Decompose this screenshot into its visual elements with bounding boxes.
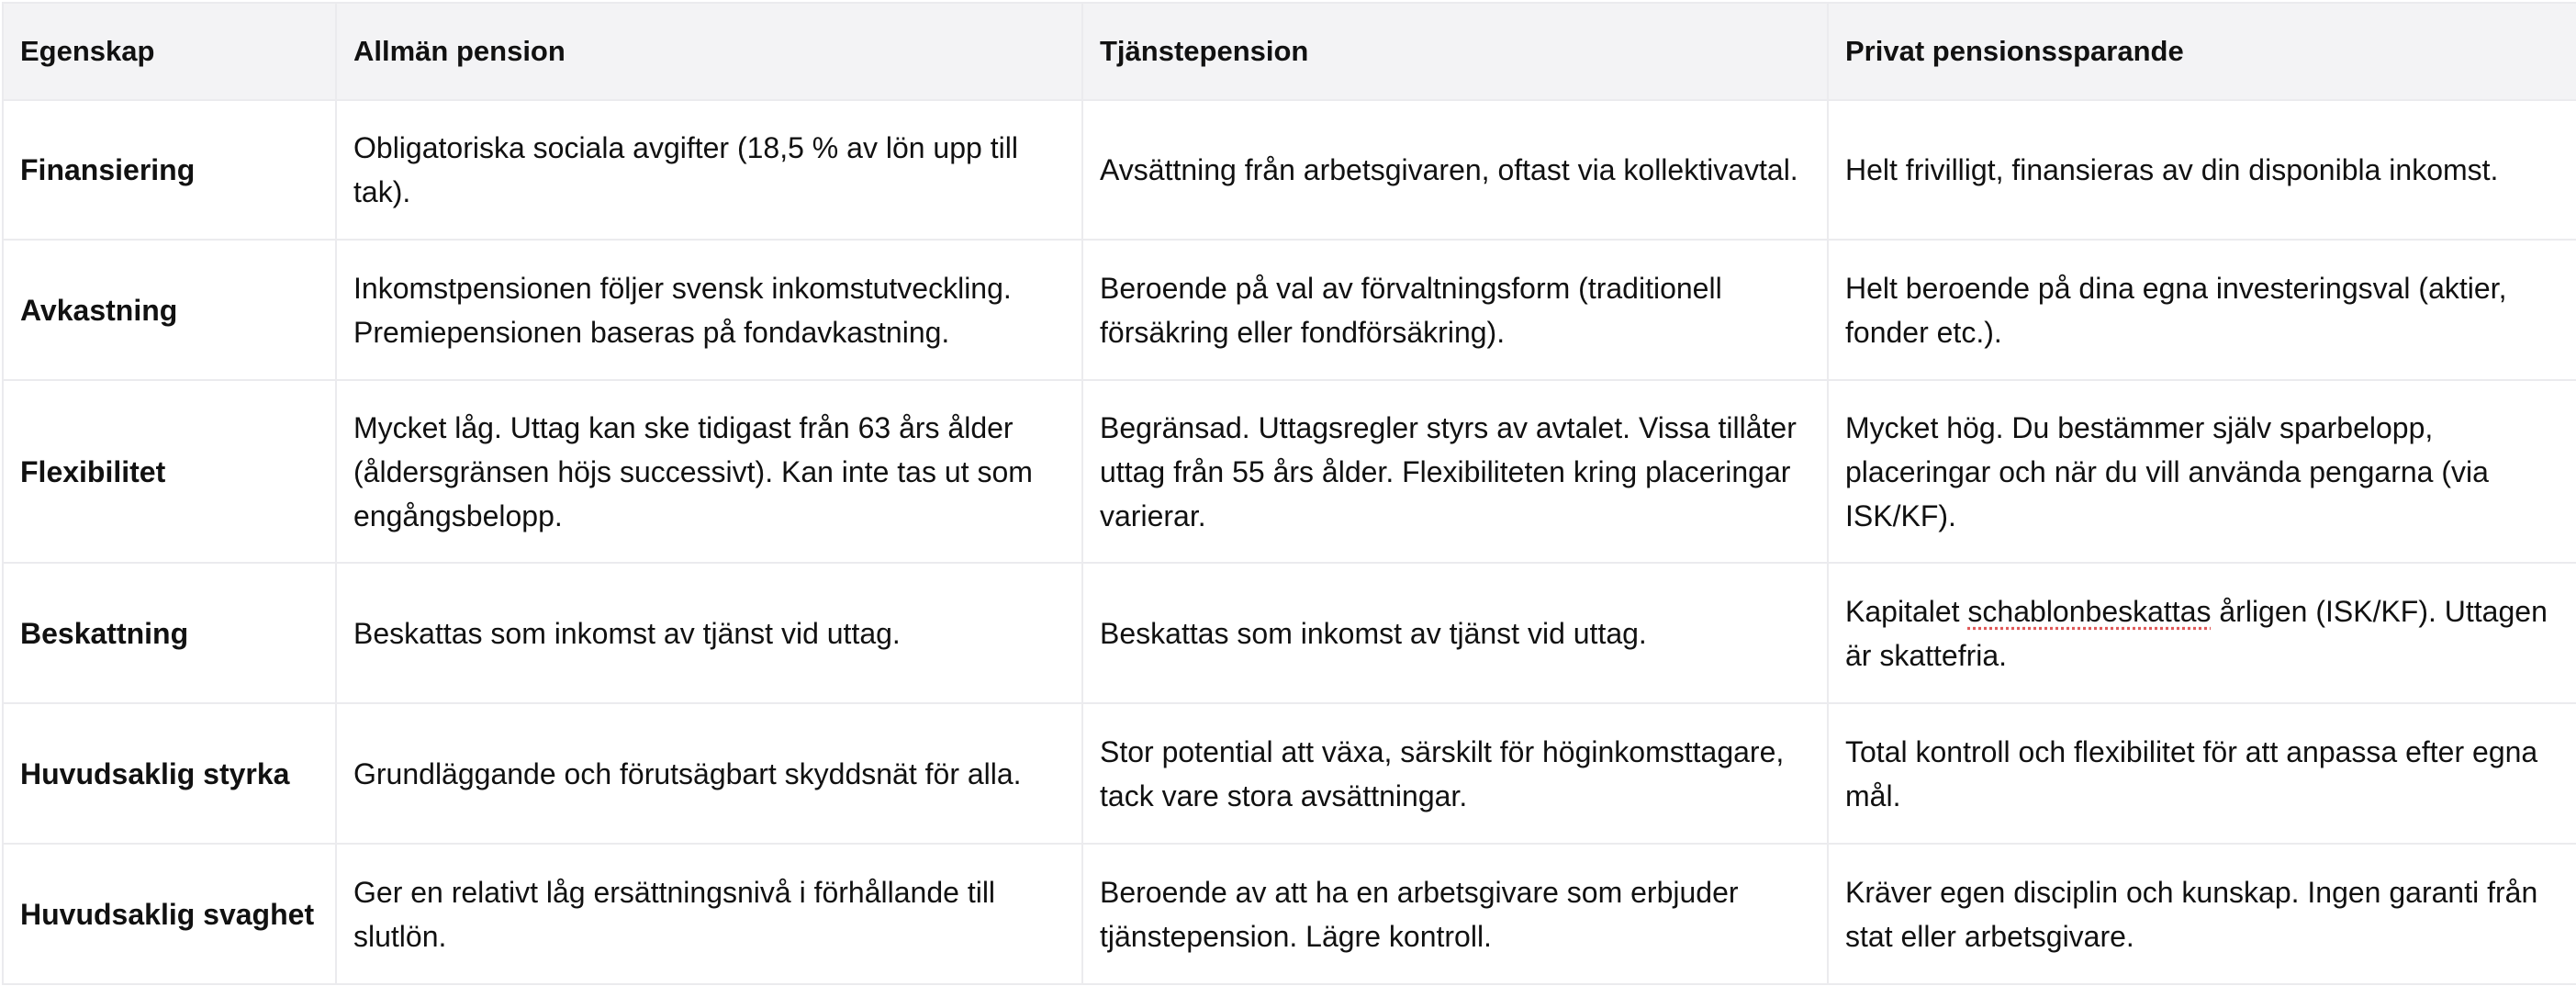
table-row [3, 240, 2576, 380]
row-label: Beskattning [3, 563, 336, 703]
cell-allman: Obligatoriska sociala avgifter (18,5 % av lön upp till tak). [336, 100, 1082, 240]
header-tjanstepension: Tjänstepension [1082, 3, 1828, 100]
table-row [3, 380, 2576, 563]
cell-privat [1828, 563, 2576, 703]
cell-tjanste: Stor potential att växa, särskilt för höginkomsttagare, tack vare stora avsättningar. [1082, 703, 1828, 844]
cell-tjanste: Beskattas som inkomst av tjänst vid uttag. [1082, 563, 1828, 703]
cell-allman: Mycket låg. Uttag kan ske tidigast från 63 års ålder (åldersgränsen höjs successivt). Kan inte tas ut som engångsbelopp. [336, 380, 1082, 563]
row-label: Huvudsaklig svaghet [3, 844, 336, 984]
cell-allman: Beskattas som inkomst av tjänst vid uttag. [336, 563, 1082, 703]
cell-privat: Total kontroll och flexibilitet för att anpassa efter egna mål. [1828, 703, 2576, 844]
table-row [3, 100, 2576, 240]
header-row [3, 3, 2576, 100]
cell-privat: Kräver egen disciplin och kunskap. Ingen garanti från stat eller arbetsgivare. [1828, 844, 2576, 984]
cell-tjanste: Beroende på val av förvaltningsform (traditionell försäkring eller fondförsäkring). [1082, 240, 1828, 380]
table-row [3, 703, 2576, 844]
row-label: Avkastning [3, 240, 336, 380]
cell-privat: Helt frivilligt, finansieras av din disponibla inkomst. [1828, 100, 2576, 240]
row-label: Finansiering [3, 100, 336, 240]
header-privat-pensionssparande: Privat pensionssparande [1828, 3, 2576, 100]
table-row [3, 844, 2576, 984]
cell-tjanste: Beroende av att ha en arbetsgivare som erbjuder tjänstepension. Lägre kontroll. [1082, 844, 1828, 984]
cell-tjanste: Begränsad. Uttagsregler styrs av avtalet. Vissa tillåter uttag från 55 års ålder. Flexibiliteten kring placeringar varierar. [1082, 380, 1828, 563]
row-label: Flexibilitet [3, 380, 336, 563]
header-allman-pension: Allmän pension [336, 3, 1082, 100]
header-egenskap: Egenskap [3, 3, 336, 100]
spellcheck-flagged-word[interactable]: schablonbeskattas [1967, 594, 2212, 628]
cell-tjanste: Avsättning från arbetsgivaren, oftast via kollektivavtal. [1082, 100, 1828, 240]
cell-allman: Grundläggande och förutsägbart skyddsnät för alla. [336, 703, 1082, 844]
cell-privat: Mycket hög. Du bestämmer själv sparbelopp, placeringar och när du vill använda pengarna (via ISK/KF). [1828, 380, 2576, 563]
pension-comparison-table [2, 2, 2576, 985]
cell-allman: Ger en relativt låg ersättningsnivå i förhållande till slutlön. [336, 844, 1082, 984]
cell-privat: Helt beroende på dina egna investeringsval (aktier, fonder etc.). [1828, 240, 2576, 380]
cell-privat-post: årligen (ISK/KF). Uttagen är skattefria. [1845, 594, 2548, 672]
cell-allman: Inkomstpensionen följer svensk inkomstutveckling. Premiepensionen baseras på fondavkastning. [336, 240, 1082, 380]
table-row [3, 563, 2576, 703]
cell-privat-pre: Kapitalet [1845, 594, 1968, 628]
row-label: Huvudsaklig styrka [3, 703, 336, 844]
